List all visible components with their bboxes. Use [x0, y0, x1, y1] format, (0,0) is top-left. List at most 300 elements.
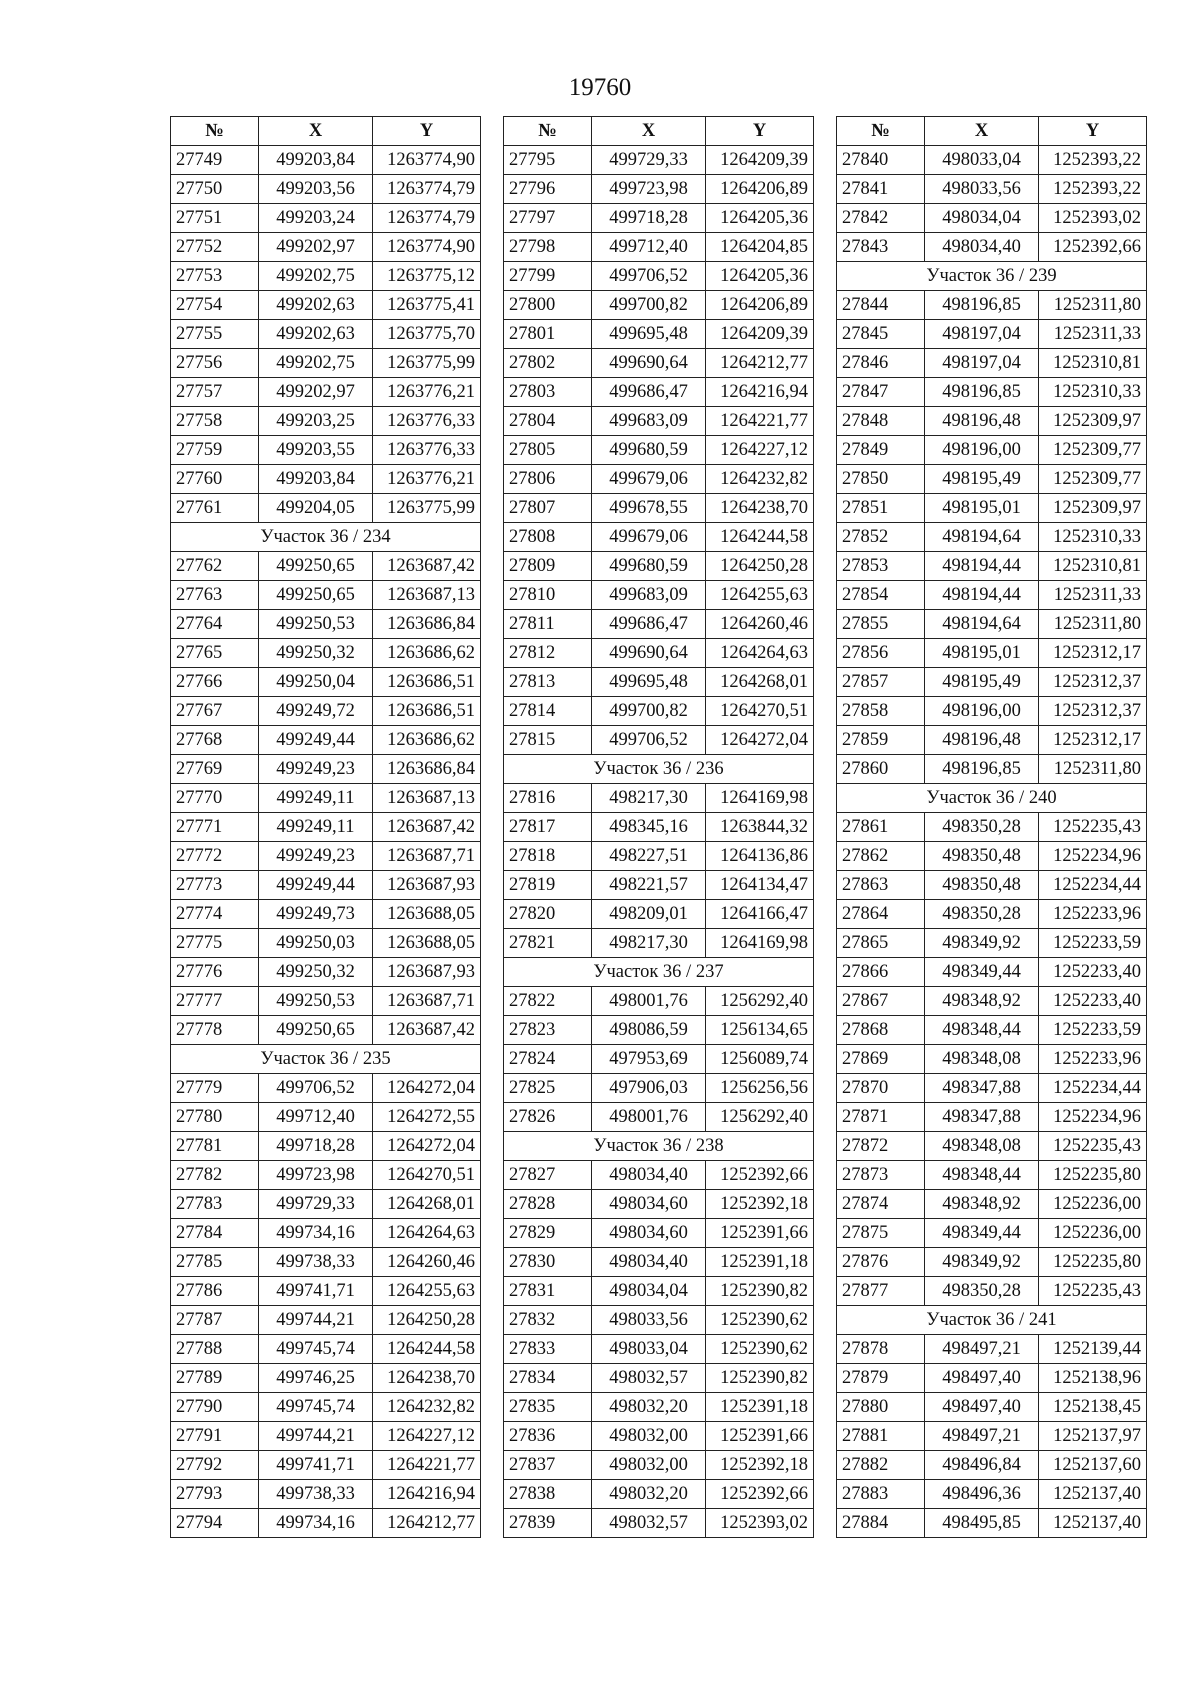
x-coordinate: 498032,00 [592, 1422, 706, 1451]
y-coordinate: 1264270,51 [706, 697, 814, 726]
y-coordinate: 1252233,96 [1039, 900, 1147, 929]
x-coordinate: 498196,85 [925, 378, 1039, 407]
x-coordinate: 499741,71 [259, 1277, 373, 1306]
table-row [171, 697, 481, 726]
x-coordinate: 499250,65 [259, 581, 373, 610]
point-number: 27844 [837, 291, 925, 320]
point-number: 27861 [837, 813, 925, 842]
table-row [837, 929, 1147, 958]
y-coordinate: 1252235,80 [1039, 1161, 1147, 1190]
x-coordinate: 499202,97 [259, 378, 373, 407]
point-number: 27769 [171, 755, 259, 784]
point-number: 27749 [171, 146, 259, 175]
y-coordinate: 1252392,18 [706, 1190, 814, 1219]
y-coordinate: 1252390,62 [706, 1335, 814, 1364]
table-row [171, 1393, 481, 1422]
x-coordinate: 499202,97 [259, 233, 373, 262]
header-x: X [259, 117, 373, 146]
y-coordinate: 1263774,79 [373, 204, 481, 233]
y-coordinate: 1263775,99 [373, 494, 481, 523]
x-coordinate: 498497,21 [925, 1335, 1039, 1364]
point-number: 27805 [504, 436, 592, 465]
y-coordinate: 1252235,80 [1039, 1248, 1147, 1277]
table-row [837, 1248, 1147, 1277]
y-coordinate: 1252233,40 [1039, 987, 1147, 1016]
point-number: 27818 [504, 842, 592, 871]
section-row [837, 784, 1147, 813]
y-coordinate: 1252309,77 [1039, 465, 1147, 494]
point-number: 27787 [171, 1306, 259, 1335]
x-coordinate: 498348,44 [925, 1161, 1039, 1190]
header-y: Y [1039, 117, 1147, 146]
table-row [504, 610, 814, 639]
x-coordinate: 499250,03 [259, 929, 373, 958]
table-row [171, 1016, 481, 1045]
point-number: 27774 [171, 900, 259, 929]
table-row [504, 552, 814, 581]
x-coordinate: 497953,69 [592, 1045, 706, 1074]
table-row [837, 1103, 1147, 1132]
y-coordinate: 1264232,82 [706, 465, 814, 494]
y-coordinate: 1263686,51 [373, 697, 481, 726]
x-coordinate: 499250,53 [259, 987, 373, 1016]
table-row [837, 1451, 1147, 1480]
y-coordinate: 1263686,62 [373, 639, 481, 668]
x-coordinate: 499723,98 [592, 175, 706, 204]
point-number: 27865 [837, 929, 925, 958]
point-number: 27884 [837, 1509, 925, 1538]
x-coordinate: 498195,01 [925, 639, 1039, 668]
table-row [171, 1364, 481, 1393]
x-coordinate: 499249,11 [259, 813, 373, 842]
y-coordinate: 1263688,05 [373, 929, 481, 958]
table-row [504, 1393, 814, 1422]
table-row [837, 987, 1147, 1016]
y-coordinate: 1252234,44 [1039, 1074, 1147, 1103]
y-coordinate: 1252137,40 [1039, 1480, 1147, 1509]
y-coordinate: 1252309,97 [1039, 494, 1147, 523]
x-coordinate: 498032,20 [592, 1480, 706, 1509]
y-coordinate: 1264272,04 [706, 726, 814, 755]
y-coordinate: 1263844,32 [706, 813, 814, 842]
x-coordinate: 499700,82 [592, 697, 706, 726]
y-coordinate: 1264264,63 [706, 639, 814, 668]
table-row [171, 320, 481, 349]
y-coordinate: 1264205,36 [706, 204, 814, 233]
x-coordinate: 498350,48 [925, 871, 1039, 900]
x-coordinate: 498196,85 [925, 291, 1039, 320]
x-coordinate: 499690,64 [592, 639, 706, 668]
point-number: 27840 [837, 146, 925, 175]
y-coordinate: 1263688,05 [373, 900, 481, 929]
y-coordinate: 1252392,66 [706, 1161, 814, 1190]
x-coordinate: 499250,32 [259, 958, 373, 987]
point-number: 27808 [504, 523, 592, 552]
section-row [504, 958, 814, 987]
table-row [171, 494, 481, 523]
x-coordinate: 499729,33 [259, 1190, 373, 1219]
point-number: 27783 [171, 1190, 259, 1219]
point-number: 27858 [837, 697, 925, 726]
point-number: 27851 [837, 494, 925, 523]
point-number: 27880 [837, 1393, 925, 1422]
y-coordinate: 1264136,86 [706, 842, 814, 871]
table-row [837, 813, 1147, 842]
table-row [171, 436, 481, 465]
y-coordinate: 1264250,28 [373, 1306, 481, 1335]
table-row [171, 871, 481, 900]
y-coordinate: 1252312,37 [1039, 697, 1147, 726]
y-coordinate: 1252311,80 [1039, 610, 1147, 639]
x-coordinate: 499706,52 [259, 1074, 373, 1103]
point-number: 27795 [504, 146, 592, 175]
x-coordinate: 499744,21 [259, 1422, 373, 1451]
section-row [171, 523, 481, 552]
table-row [171, 1480, 481, 1509]
y-coordinate: 1252392,66 [1039, 233, 1147, 262]
point-number: 27860 [837, 755, 925, 784]
table-row [171, 987, 481, 1016]
point-number: 27764 [171, 610, 259, 639]
table-row [171, 1335, 481, 1364]
table-row [504, 726, 814, 755]
table-row [171, 407, 481, 436]
point-number: 27856 [837, 639, 925, 668]
table-row [504, 233, 814, 262]
table-row [504, 1480, 814, 1509]
y-coordinate: 1252311,33 [1039, 581, 1147, 610]
x-coordinate: 498348,08 [925, 1132, 1039, 1161]
point-number: 27773 [171, 871, 259, 900]
x-coordinate: 498196,48 [925, 407, 1039, 436]
x-coordinate: 499202,63 [259, 291, 373, 320]
section-label: Участок 36 / 237 [504, 958, 814, 987]
x-coordinate: 499203,84 [259, 146, 373, 175]
y-coordinate: 1263774,90 [373, 233, 481, 262]
y-coordinate: 1263687,71 [373, 842, 481, 871]
point-number: 27825 [504, 1074, 592, 1103]
x-coordinate: 499249,11 [259, 784, 373, 813]
y-coordinate: 1264227,12 [373, 1422, 481, 1451]
x-coordinate: 498350,28 [925, 900, 1039, 929]
point-number: 27866 [837, 958, 925, 987]
y-coordinate: 1263775,12 [373, 262, 481, 291]
y-coordinate: 1252393,02 [706, 1509, 814, 1538]
y-coordinate: 1252393,02 [1039, 204, 1147, 233]
section-row [171, 1045, 481, 1074]
x-coordinate: 499249,44 [259, 871, 373, 900]
table-row [171, 1190, 481, 1219]
table-row [837, 842, 1147, 871]
y-coordinate: 1252235,43 [1039, 1277, 1147, 1306]
x-coordinate: 499706,52 [592, 262, 706, 291]
table-row [171, 1074, 481, 1103]
table-row [837, 1480, 1147, 1509]
y-coordinate: 1252234,96 [1039, 842, 1147, 871]
table-row [837, 552, 1147, 581]
table-row [837, 1016, 1147, 1045]
table-row [837, 1161, 1147, 1190]
x-coordinate: 498196,48 [925, 726, 1039, 755]
y-coordinate: 1252310,81 [1039, 552, 1147, 581]
y-coordinate: 1252393,22 [1039, 175, 1147, 204]
point-number: 27806 [504, 465, 592, 494]
point-number: 27794 [171, 1509, 259, 1538]
table-row [837, 610, 1147, 639]
x-coordinate: 499680,59 [592, 436, 706, 465]
y-coordinate: 1264166,47 [706, 900, 814, 929]
x-coordinate: 498350,28 [925, 1277, 1039, 1306]
table-row [171, 1509, 481, 1538]
table-row [171, 465, 481, 494]
x-coordinate: 498348,92 [925, 987, 1039, 1016]
point-number: 27777 [171, 987, 259, 1016]
point-number: 27855 [837, 610, 925, 639]
point-number: 27849 [837, 436, 925, 465]
point-number: 27752 [171, 233, 259, 262]
y-coordinate: 1264209,39 [706, 146, 814, 175]
point-number: 27859 [837, 726, 925, 755]
table-row [171, 639, 481, 668]
point-number: 27867 [837, 987, 925, 1016]
point-number: 27869 [837, 1045, 925, 1074]
table-row [504, 378, 814, 407]
point-number: 27873 [837, 1161, 925, 1190]
table-row [171, 1103, 481, 1132]
x-coordinate: 498350,28 [925, 813, 1039, 842]
point-number: 27815 [504, 726, 592, 755]
y-coordinate: 1263776,33 [373, 407, 481, 436]
x-coordinate: 498349,92 [925, 929, 1039, 958]
section-row [504, 1132, 814, 1161]
point-number: 27821 [504, 929, 592, 958]
y-coordinate: 1252392,18 [706, 1451, 814, 1480]
x-coordinate: 499250,53 [259, 610, 373, 639]
point-number: 27882 [837, 1451, 925, 1480]
y-coordinate: 1263775,70 [373, 320, 481, 349]
x-coordinate: 498032,20 [592, 1393, 706, 1422]
y-coordinate: 1263686,84 [373, 610, 481, 639]
x-coordinate: 498001,76 [592, 1103, 706, 1132]
y-coordinate: 1264221,77 [373, 1451, 481, 1480]
y-coordinate: 1263686,62 [373, 726, 481, 755]
y-coordinate: 1263775,41 [373, 291, 481, 320]
table-row [504, 523, 814, 552]
point-number: 27831 [504, 1277, 592, 1306]
point-number: 27792 [171, 1451, 259, 1480]
y-coordinate: 1252137,97 [1039, 1422, 1147, 1451]
table-row [837, 349, 1147, 378]
x-coordinate: 499700,82 [592, 291, 706, 320]
y-coordinate: 1263774,90 [373, 146, 481, 175]
y-coordinate: 1263774,79 [373, 175, 481, 204]
y-coordinate: 1264216,94 [706, 378, 814, 407]
y-coordinate: 1264270,51 [373, 1161, 481, 1190]
table-row [837, 581, 1147, 610]
point-number: 27782 [171, 1161, 259, 1190]
coordinate-table-2 [503, 116, 814, 1538]
x-coordinate: 499686,47 [592, 610, 706, 639]
x-coordinate: 498497,40 [925, 1393, 1039, 1422]
page-number: 19760 [568, 74, 632, 101]
point-number: 27853 [837, 552, 925, 581]
table-row [171, 175, 481, 204]
coordinate-table-3 [836, 116, 1147, 1538]
point-number: 27762 [171, 552, 259, 581]
x-coordinate: 498497,40 [925, 1364, 1039, 1393]
x-coordinate: 498033,56 [925, 175, 1039, 204]
table-row [837, 1277, 1147, 1306]
point-number: 27875 [837, 1219, 925, 1248]
table-row [837, 523, 1147, 552]
point-number: 27784 [171, 1219, 259, 1248]
x-coordinate: 498349,44 [925, 1219, 1039, 1248]
y-coordinate: 1264212,77 [373, 1509, 481, 1538]
point-number: 27876 [837, 1248, 925, 1277]
x-coordinate: 498034,40 [592, 1161, 706, 1190]
table-row [171, 755, 481, 784]
y-coordinate: 1264232,82 [373, 1393, 481, 1422]
header-x: X [592, 117, 706, 146]
point-number: 27753 [171, 262, 259, 291]
x-coordinate: 499712,40 [259, 1103, 373, 1132]
y-coordinate: 1264244,58 [373, 1335, 481, 1364]
x-coordinate: 498194,64 [925, 523, 1039, 552]
point-number: 27852 [837, 523, 925, 552]
y-coordinate: 1252391,18 [706, 1393, 814, 1422]
x-coordinate: 498348,92 [925, 1190, 1039, 1219]
section-row [504, 755, 814, 784]
y-coordinate: 1252233,96 [1039, 1045, 1147, 1074]
point-number: 27790 [171, 1393, 259, 1422]
point-number: 27864 [837, 900, 925, 929]
point-number: 27775 [171, 929, 259, 958]
table-row [504, 1161, 814, 1190]
y-coordinate: 1252390,82 [706, 1364, 814, 1393]
x-coordinate: 498032,57 [592, 1364, 706, 1393]
point-number: 27879 [837, 1364, 925, 1393]
table-row [504, 784, 814, 813]
section-label: Участок 36 / 241 [837, 1306, 1147, 1335]
point-number: 27830 [504, 1248, 592, 1277]
x-coordinate: 498034,60 [592, 1190, 706, 1219]
x-coordinate: 498196,00 [925, 436, 1039, 465]
point-number: 27843 [837, 233, 925, 262]
section-label: Участок 36 / 238 [504, 1132, 814, 1161]
point-number: 27770 [171, 784, 259, 813]
y-coordinate: 1252391,18 [706, 1248, 814, 1277]
point-number: 27833 [504, 1335, 592, 1364]
point-number: 27883 [837, 1480, 925, 1509]
y-coordinate: 1252311,80 [1039, 755, 1147, 784]
table-row [504, 175, 814, 204]
y-coordinate: 1263687,42 [373, 813, 481, 842]
x-coordinate: 498034,04 [925, 204, 1039, 233]
point-number: 27781 [171, 1132, 259, 1161]
x-coordinate: 499249,72 [259, 697, 373, 726]
point-number: 27826 [504, 1103, 592, 1132]
x-coordinate: 498033,56 [592, 1306, 706, 1335]
x-coordinate: 498034,40 [592, 1248, 706, 1277]
point-number: 27878 [837, 1335, 925, 1364]
table-row [837, 320, 1147, 349]
table-row [504, 1045, 814, 1074]
table-row [504, 1248, 814, 1277]
y-coordinate: 1252391,66 [706, 1219, 814, 1248]
coordinate-table-1 [170, 116, 481, 1538]
table-header-row [837, 117, 1147, 146]
y-coordinate: 1264204,85 [706, 233, 814, 262]
table-row [504, 900, 814, 929]
x-coordinate: 499723,98 [259, 1161, 373, 1190]
table-row [171, 349, 481, 378]
table-row [171, 1277, 481, 1306]
x-coordinate: 499729,33 [592, 146, 706, 175]
table-row [837, 1393, 1147, 1422]
x-coordinate: 499249,44 [259, 726, 373, 755]
table-row [837, 1190, 1147, 1219]
y-coordinate: 1252233,40 [1039, 958, 1147, 987]
table-row [171, 1132, 481, 1161]
y-coordinate: 1252390,82 [706, 1277, 814, 1306]
x-coordinate: 498034,60 [592, 1219, 706, 1248]
point-number: 27771 [171, 813, 259, 842]
point-number: 27754 [171, 291, 259, 320]
x-coordinate: 499202,75 [259, 262, 373, 291]
y-coordinate: 1252311,33 [1039, 320, 1147, 349]
y-coordinate: 1264244,58 [706, 523, 814, 552]
point-number: 27841 [837, 175, 925, 204]
y-coordinate: 1264260,46 [373, 1248, 481, 1277]
table-row [504, 465, 814, 494]
y-coordinate: 1252137,40 [1039, 1509, 1147, 1538]
x-coordinate: 499734,16 [259, 1509, 373, 1538]
point-number: 27793 [171, 1480, 259, 1509]
point-number: 27877 [837, 1277, 925, 1306]
header-number: № [504, 117, 592, 146]
y-coordinate: 1263686,51 [373, 668, 481, 697]
point-number: 27822 [504, 987, 592, 1016]
y-coordinate: 1264209,39 [706, 320, 814, 349]
y-coordinate: 1252234,44 [1039, 871, 1147, 900]
table-row [504, 1219, 814, 1248]
x-coordinate: 498195,01 [925, 494, 1039, 523]
point-number: 27763 [171, 581, 259, 610]
x-coordinate: 499680,59 [592, 552, 706, 581]
point-number: 27798 [504, 233, 592, 262]
y-coordinate: 1252236,00 [1039, 1190, 1147, 1219]
table-row [504, 1335, 814, 1364]
table-row [504, 1074, 814, 1103]
point-number: 27776 [171, 958, 259, 987]
x-coordinate: 499741,71 [259, 1451, 373, 1480]
x-coordinate: 498194,44 [925, 581, 1039, 610]
table-row [837, 378, 1147, 407]
x-coordinate: 498227,51 [592, 842, 706, 871]
table-row [171, 378, 481, 407]
point-number: 27872 [837, 1132, 925, 1161]
y-coordinate: 1252393,22 [1039, 146, 1147, 175]
table-row [171, 581, 481, 610]
point-number: 27839 [504, 1509, 592, 1538]
table-row [837, 755, 1147, 784]
point-number: 27772 [171, 842, 259, 871]
y-coordinate: 1252391,66 [706, 1422, 814, 1451]
point-number: 27832 [504, 1306, 592, 1335]
table-row [504, 639, 814, 668]
y-coordinate: 1263687,71 [373, 987, 481, 1016]
x-coordinate: 498032,57 [592, 1509, 706, 1538]
